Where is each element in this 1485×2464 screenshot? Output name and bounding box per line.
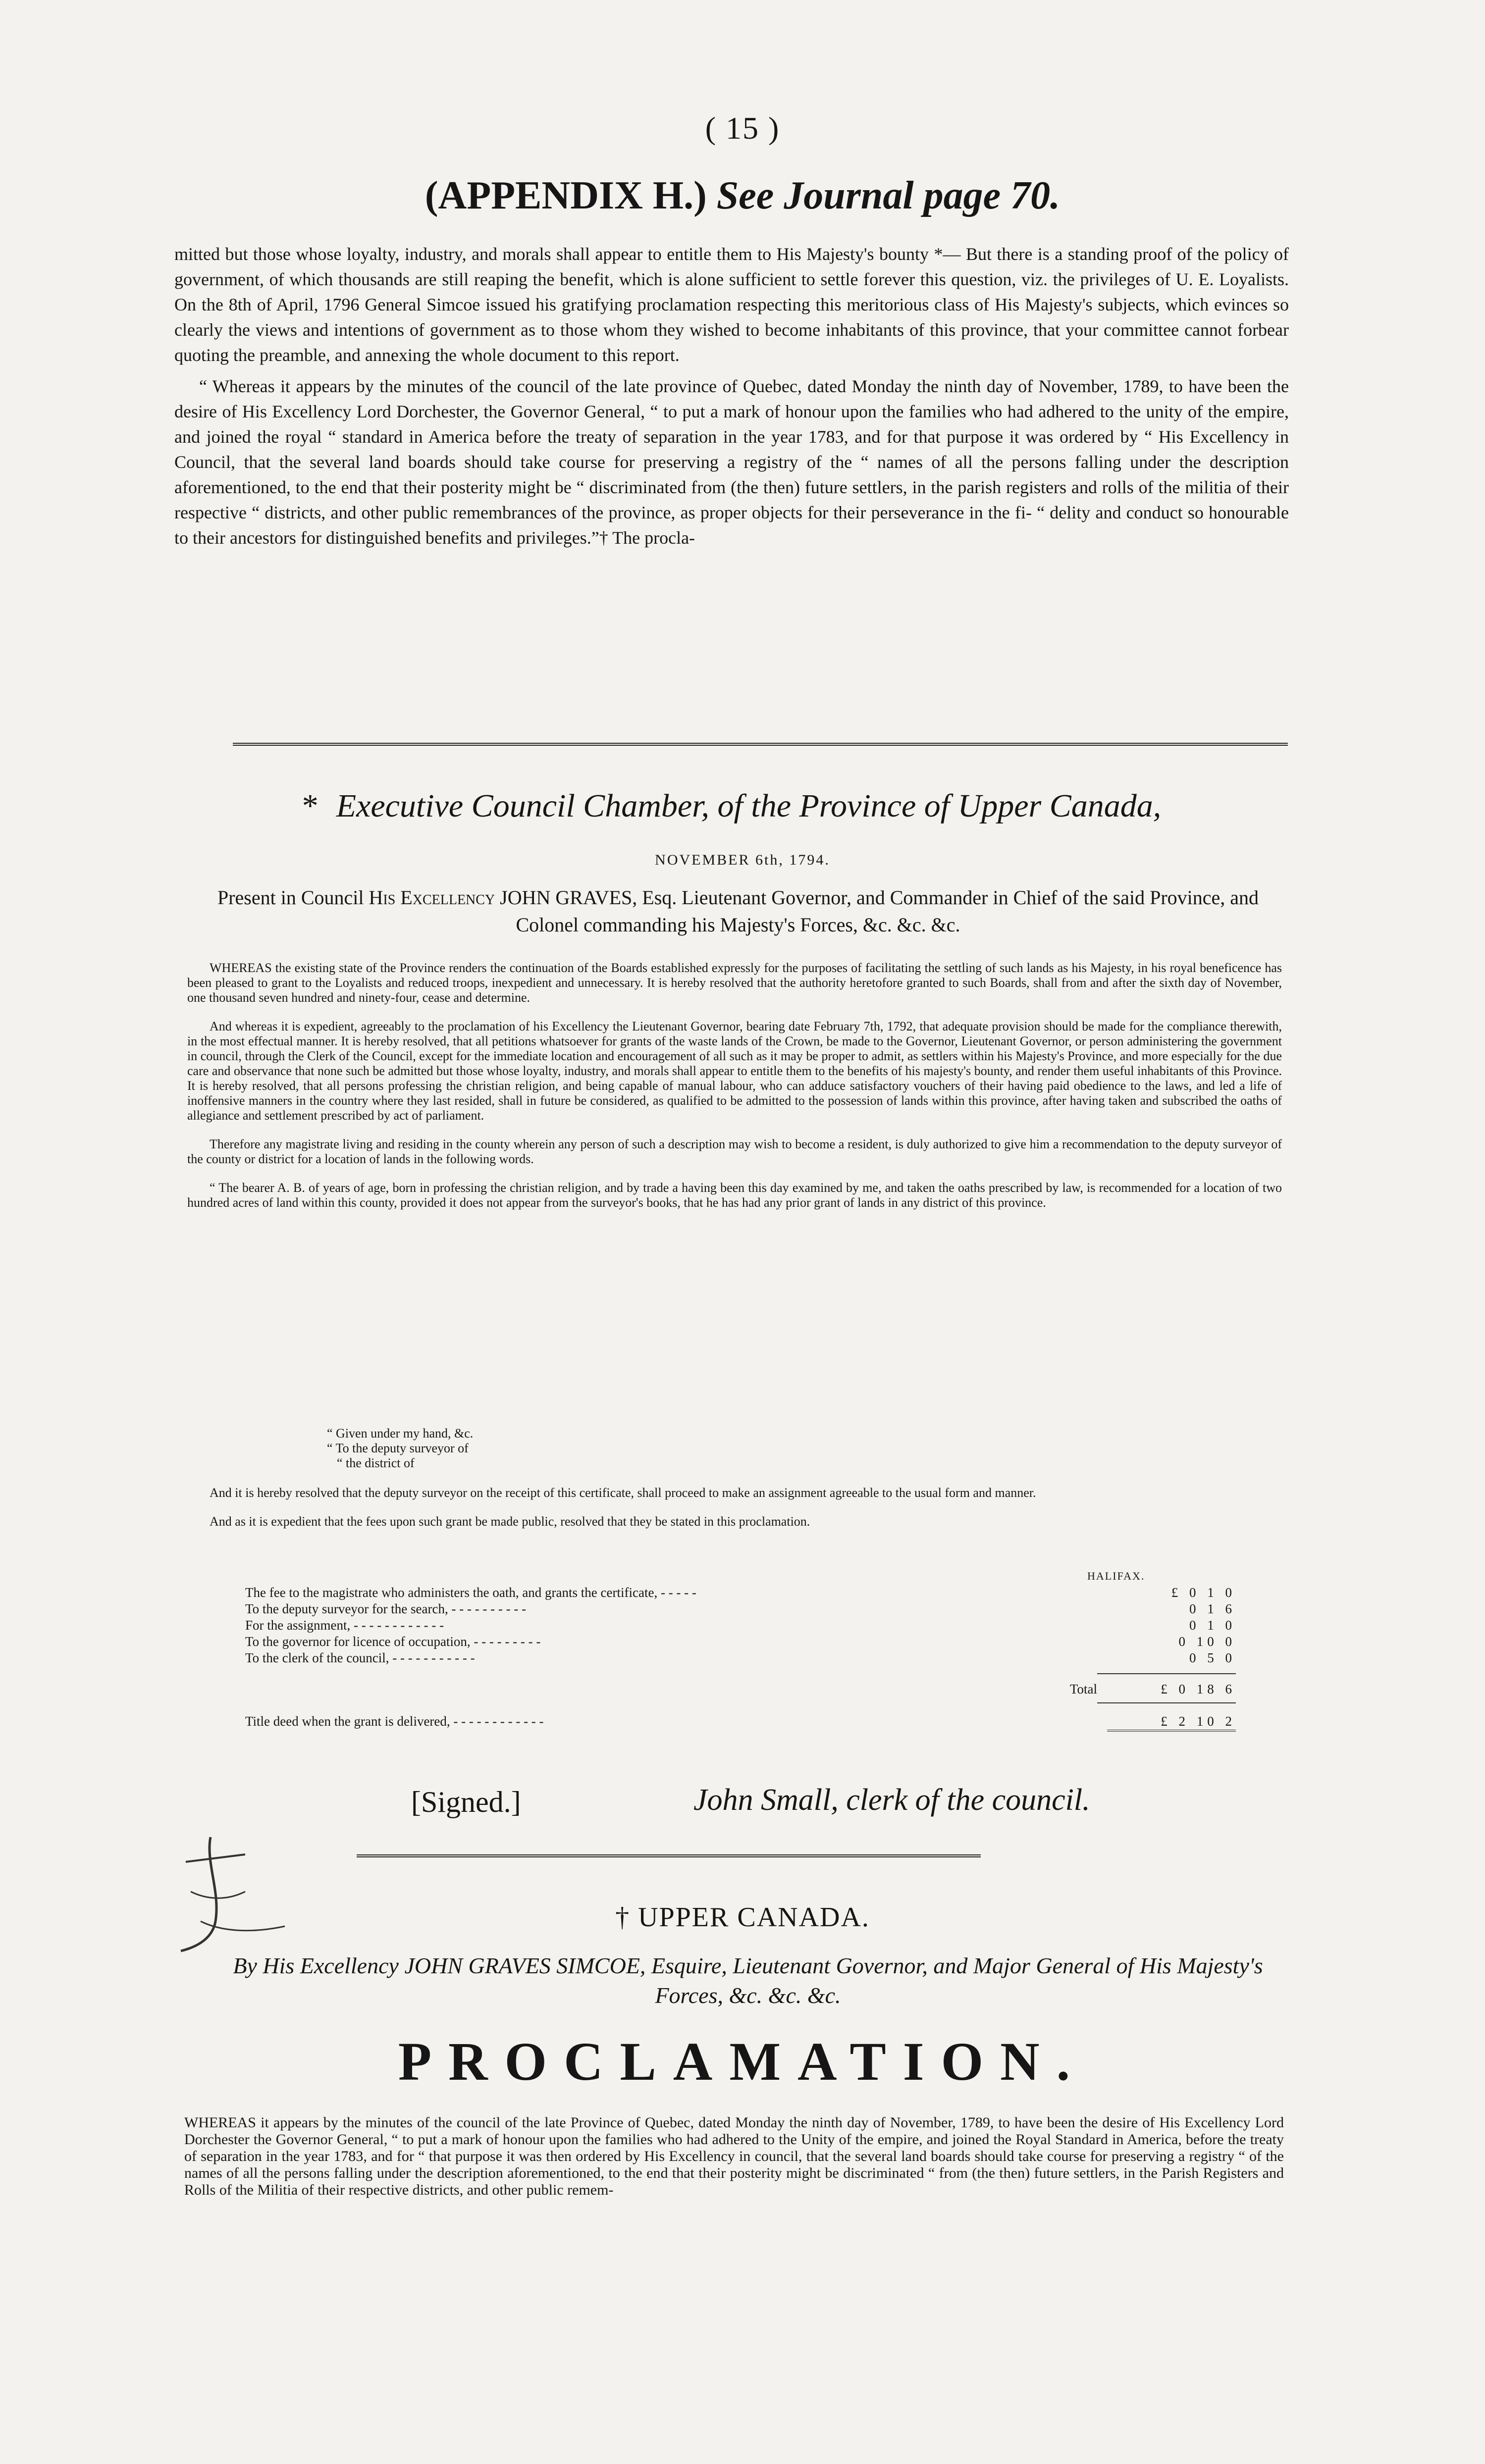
appendix-heading: [0, 173, 1485, 218]
certificate-line-1: “ Given under my hand, &c.: [327, 1426, 474, 1440]
clerk-signature: John Small, clerk of the council.: [693, 1783, 1090, 1817]
section-divider: [233, 743, 1288, 746]
council-chamber-title: Executive Council Chamber, of the Province of Upper Canada,: [336, 788, 1162, 824]
fee-row: To the deputy surveyor for the search, - - - - - - - - - - 0 1 6: [245, 1601, 1236, 1616]
report-body: [174, 242, 1289, 551]
minutes-paragraph-2: And whereas it is expedient, agreeably to the proclamation of his Excellency the Lieutenant Governor, bearing date February 7th, 1792, that adequate provision should be made for the compliance therewith, in the most effectual manner. It is hereby resolved, that all petitions whatsoever for grants of the waste lands of the Crown, be made to the Governor, Lieutenant Governor, or person administering the government in council, through the Clerk of the Council, except for the immediate location and encouragement of all such as it may be proper to admit, as settlers within his Majesty's Province, and more especially for the due care and observance that none such be admitted but those whose loyalty, industry, and morals shall appear to entitle them to the benefits of his majesty's bounty, and render them useful inhabitants of this Province. It is hereby resolved, that all persons professing the christian religion, and being capable of manual labour, who can adduce satisfactory vouchers of their having paid obedience to the laws, and led a life of inoffensive manners in the country where they last resided, shall in future be considered, as qualified to be admitted to the possession of lands within this province, after having taken and subscribed the oaths of allegiance and settlement prescribed by act of parliament.: [187, 1019, 1282, 1123]
section-divider: [357, 1854, 981, 1857]
signed-mark: [Signed.]: [411, 1786, 521, 1818]
present-title: His Excellency: [369, 886, 495, 909]
total-amount: £ 0 18 6: [1161, 1682, 1236, 1696]
present-in-council: [198, 884, 1278, 938]
report-paragraph-2: “ Whereas it appears by the minutes of the council of the late province of Quebec, dated Monday the ninth day of November, 1789, to have been the desire of His Excellency Lord Dorchester, the Governor General, “ to put a mark of honour upon the families who had adhered to the unity of the empire, and joined the royal “ standard in America before the treaty of separation in the year 1783, and for that purpose it was ordered by “ His Excellency in Council, that the several land boards should take course for preserving a registry of the “ names of all the persons falling under the description aforementioned, to the end that their posterity might be “ discriminated from (the then) future settlers, in the parish registers and rolls of the militia of their respective “ districts, and other public remembrances of the province, as proper objects for their perseverance in the fi- “ delity and conduct so honourable to their ancestors for distinguished benefits and privileges.”† The procla-: [174, 376, 1289, 548]
certificate-line-3: “ the district of: [337, 1456, 415, 1470]
minutes-paragraph-6: And as it is expedient that the fees upon such grant be made public, resolved that they be stated in this proclamation.: [210, 1514, 810, 1529]
proclamation-title: PROCLAMATION.: [398, 2031, 1087, 2092]
fee-row: The fee to the magistrate who administers the oath, and grants the certificate, - - - - - £ 0 1 0: [245, 1585, 1236, 1600]
council-minutes: [187, 961, 1282, 1217]
footnote-heading: [174, 787, 1289, 825]
seal-flourish-icon: [171, 1832, 300, 1961]
total-label: Total: [1069, 1682, 1097, 1696]
journal-reference: See Journal page 70.: [716, 174, 1061, 217]
fee-row: To the clerk of the council, - - - - - - - - - - - 0 5 0: [245, 1650, 1236, 1665]
minutes-paragraph-3: Therefore any magistrate living and residing in the county wherein any person of such a description may wish to become a resident, is duly authorized to give him a recommendation to the deputy surveyor of the county or district for a location of lands in the following words.: [187, 1137, 1282, 1166]
sum-rule: [1097, 1673, 1236, 1674]
proclamation-text: WHEREAS it appears by the minutes of the council of the late Province of Quebec, dated Monday the ninth day of November, 1789, to have been the desire of His Excellency Lord Dorchester the Governor General, “ to put a mark of honour upon the families who had adhered to the Unity of the empire, and joined the Royal Standard in America, before the treaty of separation in the year 1783, and for “ that purpose it was then ordered by His Excellency in council, that the several land boards should take course for preserving a registry “ of the names of all the persons falling under the description aforementioned, to the end that their posterity might be discriminated “ from (the then) future settlers, in the Parish Registers and Rolls of the Militia of their respective districts, and other public remem-: [184, 2114, 1284, 2198]
proclamation-issuer: By His Excellency JOHN GRAVES SIMCOE, Esquire, Lieutenant Governor, and Major General of His Majesty's Forces, &c. &c. &c.: [233, 1953, 1263, 2008]
fee-total-row: [245, 1681, 1236, 1697]
title-deed-row: [245, 1713, 1236, 1732]
certificate-line-2: “ To the deputy surveyor of: [327, 1441, 469, 1455]
fee-row: To the governor for licence of occupation, - - - - - - - - - 0 10 0: [245, 1634, 1236, 1649]
fee-table: [245, 1585, 1236, 1732]
minutes-paragraph-5: And it is hereby resolved that the deputy surveyor on the receipt of this certificate, shall proceed to make an assignment agreeable to the usual form and manner.: [210, 1486, 1036, 1500]
present-names: JOHN GRAVES, Esq. Lieutenant Governor, and Commander in Chief of the said Province, and Colonel commanding his Majesty's Forces, &c. &c. &c.: [500, 886, 1259, 936]
title-deed-amount: £ 2 10 2: [1107, 1713, 1236, 1732]
footnote-asterisk: *: [302, 788, 318, 824]
title-deed-label: Title deed when the grant is delivered, - - - - - - - - - - - -: [245, 1714, 544, 1729]
sum-rule: [1097, 1702, 1236, 1703]
certificate-closing: [327, 1426, 674, 1471]
page-number: ( 15 ): [705, 110, 780, 146]
currency-label: HALIFAX.: [1087, 1570, 1145, 1582]
present-prefix: Present in Council: [217, 886, 364, 909]
report-paragraph-1: mitted but those whose loyalty, industry, and morals shall appear to entitle them to His Majesty's bounty *— But there is a standing proof of the policy of government, of which thousands are still reaping the benefit, which is alone sufficient to settle forever this question, viz. the privileges of U. E. Loyalists. On the 8th of April, 1796 General Simcoe issued his gratifying proclamation respecting this meritorious class of His Majesty's subjects, which evinces so clearly the views and intentions of government as to those whom they wished to become inhabitants of this province, that your committee cannot forbear quoting the preamble, and annexing the whole document to this report.: [174, 244, 1289, 365]
council-minutes-continued: [187, 1486, 1282, 1543]
appendix-label: (APPENDIX H.): [424, 174, 707, 217]
minutes-paragraph-1: WHEREAS the existing state of the Province renders the continuation of the Boards established expressly for the purposes of facilitating the settling of such lands as his Majesty, in his royal beneficence has been pleased to grant to the Loyalists and reduced troops, inexpedient and unnecessary. It is hereby resolved that the authority heretofore granted to such Boards, shall from and after the sixth day of November, one thousand seven hundred and ninety-four, cease and determine.: [187, 961, 1282, 1005]
upper-canada-heading: † UPPER CANADA.: [615, 1902, 870, 1933]
council-date: NOVEMBER 6th, 1794.: [655, 852, 830, 868]
fee-row: For the assignment, - - - - - - - - - - - - 0 1 0: [245, 1618, 1236, 1633]
certificate-form: “ The bearer A. B. of years of age, born in professing the christian religion, and by trade a having been this day examined by me, and taken the oaths prescribed by law, is recommended for a location of two hundred acres of land within this county, provided it does not appear from the surveyor's books, that he has had any prior grant of lands in any district of this province.: [187, 1181, 1282, 1210]
